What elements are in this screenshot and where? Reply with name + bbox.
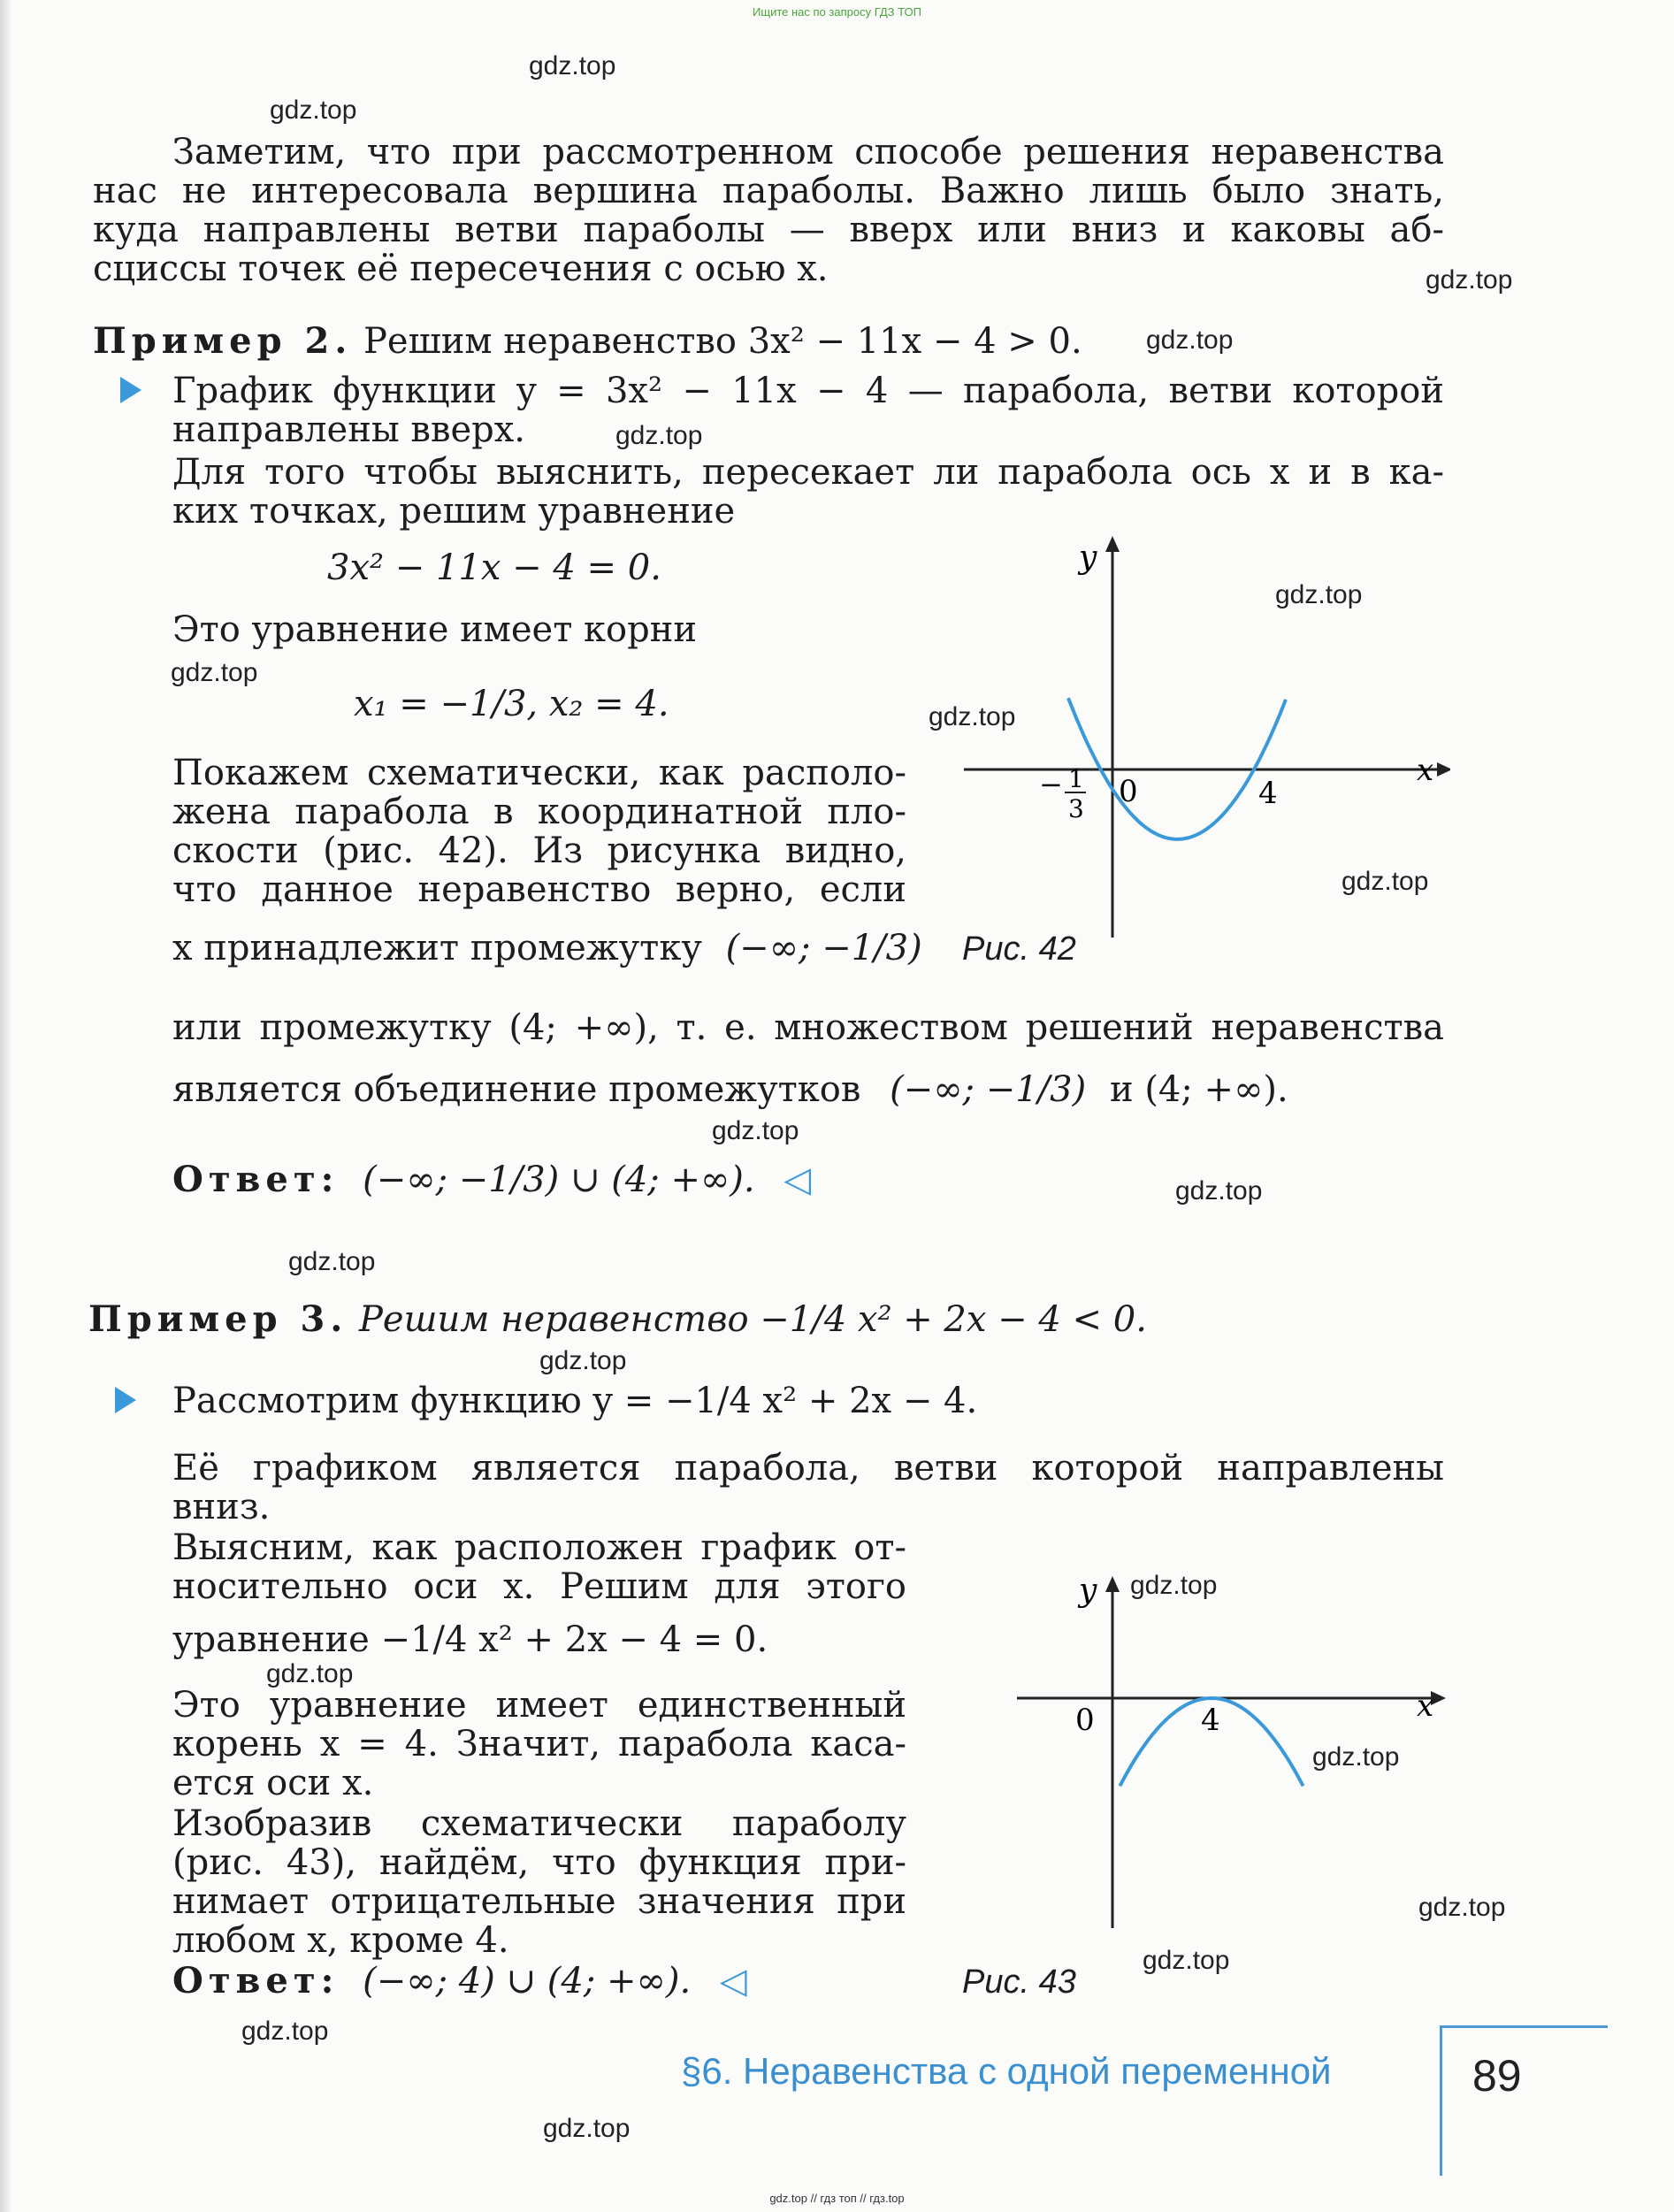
page-edge-shadow [0, 0, 12, 2212]
end-triangle-icon: ◁ [719, 1961, 747, 2002]
watermark: gdz.top [1130, 1571, 1218, 1600]
watermark: gdz.top [288, 1247, 376, 1276]
watermark: gdz.top [241, 2017, 329, 2046]
fig42-y-arrow-icon [1105, 536, 1120, 552]
example2-line-or: или промежутку (4; +∞), т. е. множеством решений неравенства [172, 1007, 1444, 1048]
watermark: gdz.top [529, 51, 616, 80]
example2-answer [172, 1159, 811, 1201]
example2-explain5 [172, 927, 922, 969]
footer-horizontal-rule [1440, 2025, 1608, 2028]
bottom-watermark: gdz.top // гдз топ // гдз.top [769, 2192, 905, 2205]
top-watermark: Ищите нас по запросу ГДЗ ТОП [753, 5, 921, 19]
watermark: gdz.top [171, 658, 258, 687]
example2-line3: Для того чтобы выяснить, пересекает ли парабола ось x и в ка- [172, 452, 1444, 493]
example2-explain2: жена парабола в координатной пло- [172, 792, 906, 832]
example3-equation: уравнение −1/4 x² + 2x − 4 = 0. [172, 1619, 768, 1660]
example2-interval1: (−∞; −1/3) [725, 928, 922, 968]
para1-line4: сциссы точек её пересечения с осью x. [93, 249, 829, 289]
example3-more3: ется оси x. [172, 1763, 374, 1803]
figure-43 [1008, 1565, 1450, 1937]
example2-explain4: что данное неравенство верно, если [172, 869, 906, 910]
example2-explain3: скости (рис. 42). Из рисунка видно, [172, 830, 906, 871]
para1-line1: Заметим, что при рассмотренном способе решения неравенства [172, 132, 1444, 172]
example2-line-union [172, 1068, 1288, 1111]
fig42-tick-num: 1 [1068, 764, 1084, 793]
example3-label: Пример 3. [88, 1298, 348, 1340]
watermark: gdz.top [270, 96, 357, 125]
example2-union-interval: (−∞; −1/3) [890, 1069, 1087, 1110]
para1-line2: нас не интересовала вершина параболы. Важно лишь было знать, [93, 171, 1444, 211]
watermark: gdz.top [539, 1346, 627, 1375]
example3-line3: вниз. [172, 1487, 271, 1527]
watermark: gdz.top [712, 1116, 799, 1145]
fig43-tick-4: 4 [1201, 1703, 1220, 1738]
bullet-triangle-icon [115, 1387, 136, 1413]
example3-line4: Выясним, как расположен график от- [172, 1527, 906, 1568]
example3-more5: (рис. 43), найдём, что функция при- [172, 1842, 906, 1883]
example3-task: Решим неравенство −1/4 x² + 2x − 4 < 0. [358, 1299, 1147, 1340]
end-triangle-icon: ◁ [783, 1160, 812, 1200]
watermark: gdz.top [615, 421, 703, 450]
fig42-x-arrow-icon [1437, 762, 1450, 777]
watermark: gdz.top [543, 2114, 631, 2143]
fig42-origin-label: 0 [1119, 774, 1138, 809]
example2-heading [93, 320, 1082, 363]
page-number: 89 [1472, 2051, 1522, 2101]
example2-roots: x₁ = −1/3, x₂ = 4. [354, 684, 669, 724]
para1-line3: куда направлены ветви параболы — вверх или вниз и каковы аб- [93, 210, 1444, 250]
example2-equation: 3x² − 11x − 4 = 0. [327, 547, 661, 588]
example2-answer-label: Ответ: [172, 1159, 340, 1200]
fig43-origin-label: 0 [1075, 1703, 1095, 1738]
fig42-tick-4: 4 [1258, 776, 1278, 811]
fig43-y-arrow-icon [1105, 1576, 1120, 1592]
fig43-y-label: y [1079, 1573, 1097, 1609]
example3-line5: носительно оси x. Решим для этого [172, 1566, 906, 1607]
example3-more2: корень x = 4. Значит, парабола каса- [172, 1724, 906, 1764]
example3-heading [88, 1298, 1147, 1341]
example3-more4: Изобразив схематически параболу [172, 1803, 906, 1844]
fig43-x-label: x [1417, 1688, 1434, 1724]
watermark: gdz.top [1341, 867, 1429, 896]
watermark: gdz.top [929, 702, 1016, 731]
example3-answer-value: (−∞; 4) ∪ (4; +∞). [363, 1961, 692, 2002]
example3-more6: нимает отрицательные значения при [172, 1881, 906, 1922]
watermark: gdz.top [1426, 265, 1513, 295]
example3-more7: любом x, кроме 4. [172, 1920, 509, 1961]
fig42-caption: Рис. 42 [962, 930, 1076, 968]
watermark: gdz.top [266, 1659, 354, 1688]
example2-answer-value: (−∞; −1/3) ∪ (4; +∞). [363, 1160, 755, 1200]
example3-line2: Её графиком является парабола, ветви которой направлены [172, 1448, 1444, 1489]
fig42-tick-den: 3 [1068, 794, 1084, 823]
figure-42 [955, 531, 1450, 938]
watermark: gdz.top [1312, 1742, 1400, 1772]
footer-section-title: §6. Неравенства с одной переменной [681, 2050, 1332, 2092]
fig43-caption: Рис. 43 [962, 1963, 1076, 2001]
example3-line1: Рассмотрим функцию y = −1/4 x² + 2x − 4. [172, 1381, 978, 1421]
example2-line1: График функции y = 3x² − 11x − 4 — парабола, ветви которой [172, 371, 1444, 411]
footer-vertical-rule [1440, 2025, 1442, 2176]
example2-label: Пример 2. [93, 320, 353, 362]
watermark: gdz.top [1143, 1946, 1230, 1975]
example2-explain1: Покажем схематически, как располо- [172, 753, 906, 793]
example2-line4: ких точках, решим уравнение [172, 491, 736, 532]
example3-answer-label: Ответ: [172, 1960, 340, 2002]
example2-line2: направлены вверх. [172, 409, 526, 450]
example2-explain5-text: x принадлежит промежутку [172, 928, 702, 968]
example3-more1: Это уравнение имеет единственный [172, 1685, 906, 1726]
fig42-y-label: y [1079, 540, 1097, 576]
example2-task: Решим неравенство 3x² − 11x − 4 > 0. [363, 321, 1082, 362]
example2-union-text: является объединение промежутков [172, 1069, 861, 1110]
fig42-tick-minus: − [1039, 768, 1063, 801]
watermark: gdz.top [1146, 325, 1234, 355]
watermark: gdz.top [1418, 1893, 1506, 1922]
example3-answer [172, 1960, 747, 2002]
example2-union-tail: и (4; +∞). [1109, 1069, 1288, 1110]
watermark: gdz.top [1275, 580, 1363, 609]
fig42-x-label: x [1417, 753, 1434, 788]
example2-roots-intro: Это уравнение имеет корни [172, 609, 698, 650]
bullet-triangle-icon [120, 377, 141, 403]
watermark: gdz.top [1175, 1176, 1263, 1206]
